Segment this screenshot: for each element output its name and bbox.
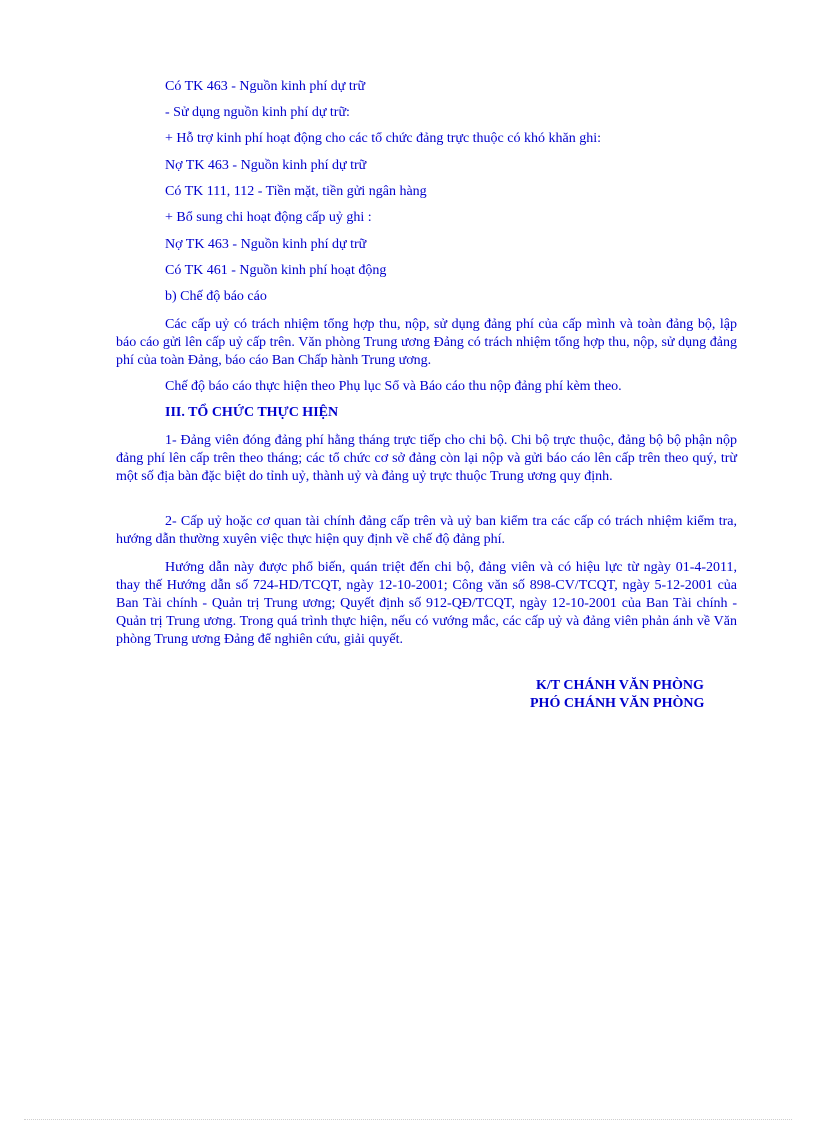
paragraph-reporting-regime: Chế độ báo cáo thực hiện theo Phụ lục Sổ và Báo cáo thu nộp đảng phí kèm theo. [165, 379, 622, 394]
entry-debit-463: Nợ TK 463 - Nguồn kinh phí dự trữ [165, 158, 367, 173]
entry-support-operations: + Hỗ trợ kinh phí hoạt động cho các tổ chức đảng trực thuộc có khó khăn ghi: [165, 131, 601, 146]
paragraph-reporting: Các cấp uỷ có trách nhiệm tổng hợp thu, nộp, sử dụng đảng phí của cấp mình và toàn đảng bộ, lập báo cáo gửi lên cấp uỷ cấp trên. Văn phòng Trung ương Đảng có trách nhiệm tổng hợp thu, nộp, sử dụng đảng phí của toàn Đảng, báo cáo Ban Chấp hành Trung ương. [116, 317, 737, 368]
paragraph-effect: Hướng dẫn này được phổ biến, quán triệt đến chi bộ, đảng viên và có hiệu lực từ ngày 01-4-2011, thay thế Hướng dẫn số 724-HD/TCQT, ngày 12-10-2001; Công văn số 898-CV/TCQT, ngày 5-12-2001 của Ban Tài chính - Quản trị Trung ương; Quyết định số 912-QĐ/TCQT, ngày 12-10-2001 của Ban Tài chính - Quản trị Trung ương. Trong quá trình thực hiện, nếu có vướng mắc, các cấp uỷ và đảng viên phản ánh về Văn phòng Trung ương Đảng để nghiên cứu, giải quyết. [116, 560, 737, 647]
page-bottom-divider [24, 1119, 792, 1120]
subheading-reporting: b) Chế độ báo cáo [165, 289, 267, 304]
entry-credit-463: Có TK 463 - Nguồn kinh phí dự trữ [165, 79, 366, 94]
entry-debit-463-second: Nợ TK 463 - Nguồn kinh phí dự trữ [165, 237, 367, 252]
entry-supplement-spending: + Bổ sung chi hoạt động cấp uỷ ghi : [165, 210, 372, 225]
entry-credit-461: Có TK 461 - Nguồn kinh phí hoạt động [165, 263, 387, 278]
signature-line-1: K/T CHÁNH VĂN PHÒNG [536, 678, 704, 693]
heading-implementation: III. TỔ CHỨC THỰC HIỆN [165, 405, 339, 420]
entry-credit-111-112: Có TK 111, 112 - Tiền mặt, tiền gửi ngân hàng [165, 184, 427, 199]
entry-use-reserve: - Sử dụng nguồn kinh phí dự trữ: [165, 105, 350, 120]
signature-line-2: PHÓ CHÁNH VĂN PHÒNG [530, 696, 705, 711]
paragraph-item-2: 2- Cấp uỷ hoặc cơ quan tài chính đảng cấp trên và uỷ ban kiểm tra các cấp có trách nhiệm kiểm tra, hướng dẫn thường xuyên việc thực hiện quy định về chế độ đảng phí. [116, 514, 737, 547]
paragraph-item-1: 1- Đảng viên đóng đảng phí hằng tháng trực tiếp cho chi bộ. Chi bộ trực thuộc, đảng bộ bộ phận nộp đảng phí lên cấp trên theo tháng; các tổ chức cơ sở đảng còn lại nộp và gửi báo cáo lên cấp trên theo quý, trừ một số địa bàn đặc biệt do tỉnh uỷ, thành uỷ và đảng uỷ trực thuộc Trung ương quy định. [116, 433, 737, 484]
